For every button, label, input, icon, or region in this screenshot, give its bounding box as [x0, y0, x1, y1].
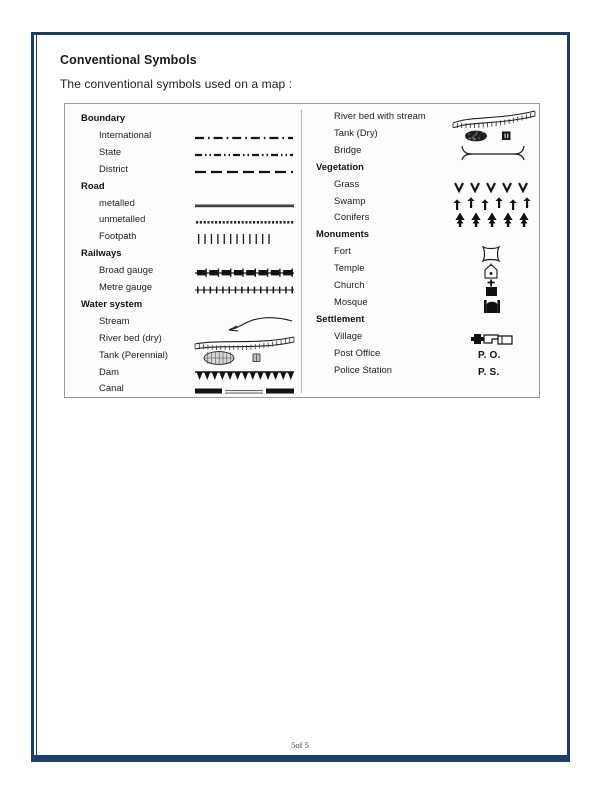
symbol-item-canal-row: [65, 382, 301, 400]
symbol-item-grass-label: Grass: [334, 177, 360, 189]
page-footer-label: 5of 5: [291, 740, 309, 750]
symbol-item-tank-dry-row: [302, 127, 538, 145]
symbol-group-water-system-glyph: [193, 298, 298, 316]
symbol-item-river-bed-with-stream-label: River bed with stream: [334, 110, 426, 121]
symbol-group-settlement-label: Settlement: [316, 312, 365, 324]
symbol-item-stream-glyph: [193, 315, 298, 333]
symbol-item-metalled-row: [65, 197, 301, 215]
symbol-text: P. S.: [478, 366, 500, 378]
symbol-item-conifers-glyph: [452, 211, 538, 229]
symbol-item-river-bed-dry-glyph: [193, 332, 298, 350]
symbol-group-vegetation-glyph: [452, 161, 538, 179]
symbol-group-water-system-row: [65, 298, 301, 316]
symbol-item-tank-perennial-label: Tank (Perennial): [99, 348, 169, 360]
symbol-item-fort-glyph: [452, 245, 538, 263]
symbol-item-village-row: [302, 330, 538, 348]
symbol-item-district-label: District: [99, 162, 129, 174]
symbol-group-road-glyph: [193, 180, 298, 198]
symbol-item-dam-label: Dam: [99, 365, 119, 377]
symbol-item-bridge-row: [302, 144, 538, 162]
symbol-item-post-office-row: [302, 347, 538, 365]
symbol-item-mosque-glyph: [452, 296, 538, 314]
symbol-item-river-bed-with-stream-glyph: [452, 110, 538, 128]
symbol-item-dam-glyph: [193, 366, 298, 384]
symbol-item-fort-label: Fort: [334, 245, 351, 257]
symbol-item-river-bed-dry-label: River bed (dry): [99, 331, 162, 343]
symbol-group-vegetation-row: [302, 161, 538, 179]
symbol-item-stream-label: Stream: [99, 314, 130, 326]
symbol-group-railways-glyph: [193, 247, 298, 265]
symbol-item-police-station-label: Police Station: [334, 363, 393, 375]
symbol-item-district-glyph: [193, 163, 298, 181]
symbol-group-boundary-row: [65, 112, 301, 130]
symbol-item-grass-row: [302, 178, 538, 196]
symbol-item-state-row: [65, 146, 301, 164]
symbol-item-broad-gauge-glyph: [193, 264, 298, 282]
symbol-item-footpath-glyph: [193, 230, 298, 248]
symbol-item-river-bed-dry-row: [65, 332, 301, 350]
symbol-item-metalled-label: metalled: [99, 196, 135, 208]
symbol-group-monuments-label: Monuments: [316, 228, 370, 240]
symbol-group-road-row: [65, 180, 301, 198]
symbol-item-broad-gauge-label: Broad gauge: [99, 264, 154, 276]
symbol-item-mosque-row: [302, 296, 538, 314]
symbol-item-swamp-label: Swamp: [334, 194, 366, 206]
symbol-item-temple-row: [302, 262, 538, 280]
symbol-item-tank-dry-glyph: [452, 127, 538, 145]
symbol-text: P. O.: [478, 349, 501, 361]
symbol-item-church-label: Church: [334, 279, 365, 290]
symbol-item-swamp-row: [302, 195, 538, 213]
symbol-item-fort-row: [302, 245, 538, 263]
symbol-item-bridge-glyph: [452, 144, 538, 162]
symbol-item-international-label: International: [99, 128, 152, 140]
symbol-group-vegetation-label: Vegetation: [316, 160, 364, 172]
symbol-group-monuments-glyph: [452, 228, 538, 246]
symbol-item-unmetalled-glyph: [193, 213, 298, 231]
symbol-item-broad-gauge-row: [65, 264, 301, 282]
symbol-item-grass-glyph: [452, 178, 538, 196]
symbol-item-tank-perennial-glyph: [193, 349, 298, 367]
symbol-group-settlement-glyph: [452, 313, 538, 331]
symbol-item-tank-perennial-row: [65, 349, 301, 367]
symbol-group-boundary-label: Boundary: [81, 112, 126, 123]
symbol-item-district-row: [65, 163, 301, 181]
symbol-item-post-office-glyph: [452, 347, 538, 365]
symbol-group-boundary-glyph: [193, 112, 298, 130]
symbol-item-state-label: State: [99, 145, 122, 157]
document-page-frame: [31, 32, 570, 762]
symbol-item-tank-dry-label: Tank (Dry): [334, 126, 378, 138]
symbol-item-temple-glyph: [452, 262, 538, 280]
symbol-item-police-station-row: [302, 364, 538, 382]
symbol-item-conifers-row: [302, 211, 538, 229]
symbols-left-column: [65, 104, 301, 397]
symbol-group-railways-label: Railways: [81, 247, 122, 259]
symbol-item-metre-gauge-row: [65, 281, 301, 299]
symbol-item-footpath-label: Footpath: [99, 230, 137, 242]
symbol-item-canal-glyph: [193, 382, 298, 400]
symbol-item-church-glyph: [452, 279, 538, 297]
symbol-item-canal-label: Canal: [99, 382, 124, 394]
symbol-item-village-glyph: [452, 330, 538, 348]
symbol-item-police-station-glyph: [452, 364, 538, 382]
symbol-item-mosque-label: Mosque: [334, 295, 368, 307]
symbol-item-swamp-glyph: [452, 195, 538, 213]
symbol-item-dam-row: [65, 366, 301, 384]
symbols-right-column: [302, 104, 538, 397]
symbol-item-unmetalled-row: [65, 213, 301, 231]
symbol-group-railways-row: [65, 247, 301, 265]
symbol-item-state-glyph: [193, 146, 298, 164]
symbol-item-village-label: Village: [334, 329, 363, 341]
page-subtitle: The conventional symbols used on a map :: [60, 77, 293, 91]
conventional-symbols-figure: [64, 103, 540, 398]
footer-rule: [31, 755, 570, 759]
symbol-item-church-row: [302, 279, 538, 297]
symbol-group-road-label: Road: [81, 179, 105, 191]
symbol-item-temple-label: Temple: [334, 262, 365, 274]
symbol-item-international-glyph: [193, 129, 298, 147]
symbol-item-unmetalled-label: unmetalled: [99, 213, 146, 225]
symbol-item-river-bed-with-stream-row: [302, 110, 538, 128]
symbol-item-bridge-label: Bridge: [334, 143, 362, 155]
symbol-item-post-office-label: Post Office: [334, 346, 381, 358]
page-title: Conventional Symbols: [60, 53, 197, 67]
symbol-item-metalled-glyph: [193, 197, 298, 215]
symbol-item-metre-gauge-label: Metre gauge: [99, 281, 153, 292]
symbol-item-stream-row: [65, 315, 301, 333]
symbol-item-metre-gauge-glyph: [193, 281, 298, 299]
symbol-item-footpath-row: [65, 230, 301, 248]
symbol-group-monuments-row: [302, 228, 538, 246]
symbol-group-water-system-label: Water system: [81, 297, 143, 309]
symbol-item-conifers-label: Conifers: [334, 211, 370, 223]
symbol-item-international-row: [65, 129, 301, 147]
symbol-group-settlement-row: [302, 313, 538, 331]
